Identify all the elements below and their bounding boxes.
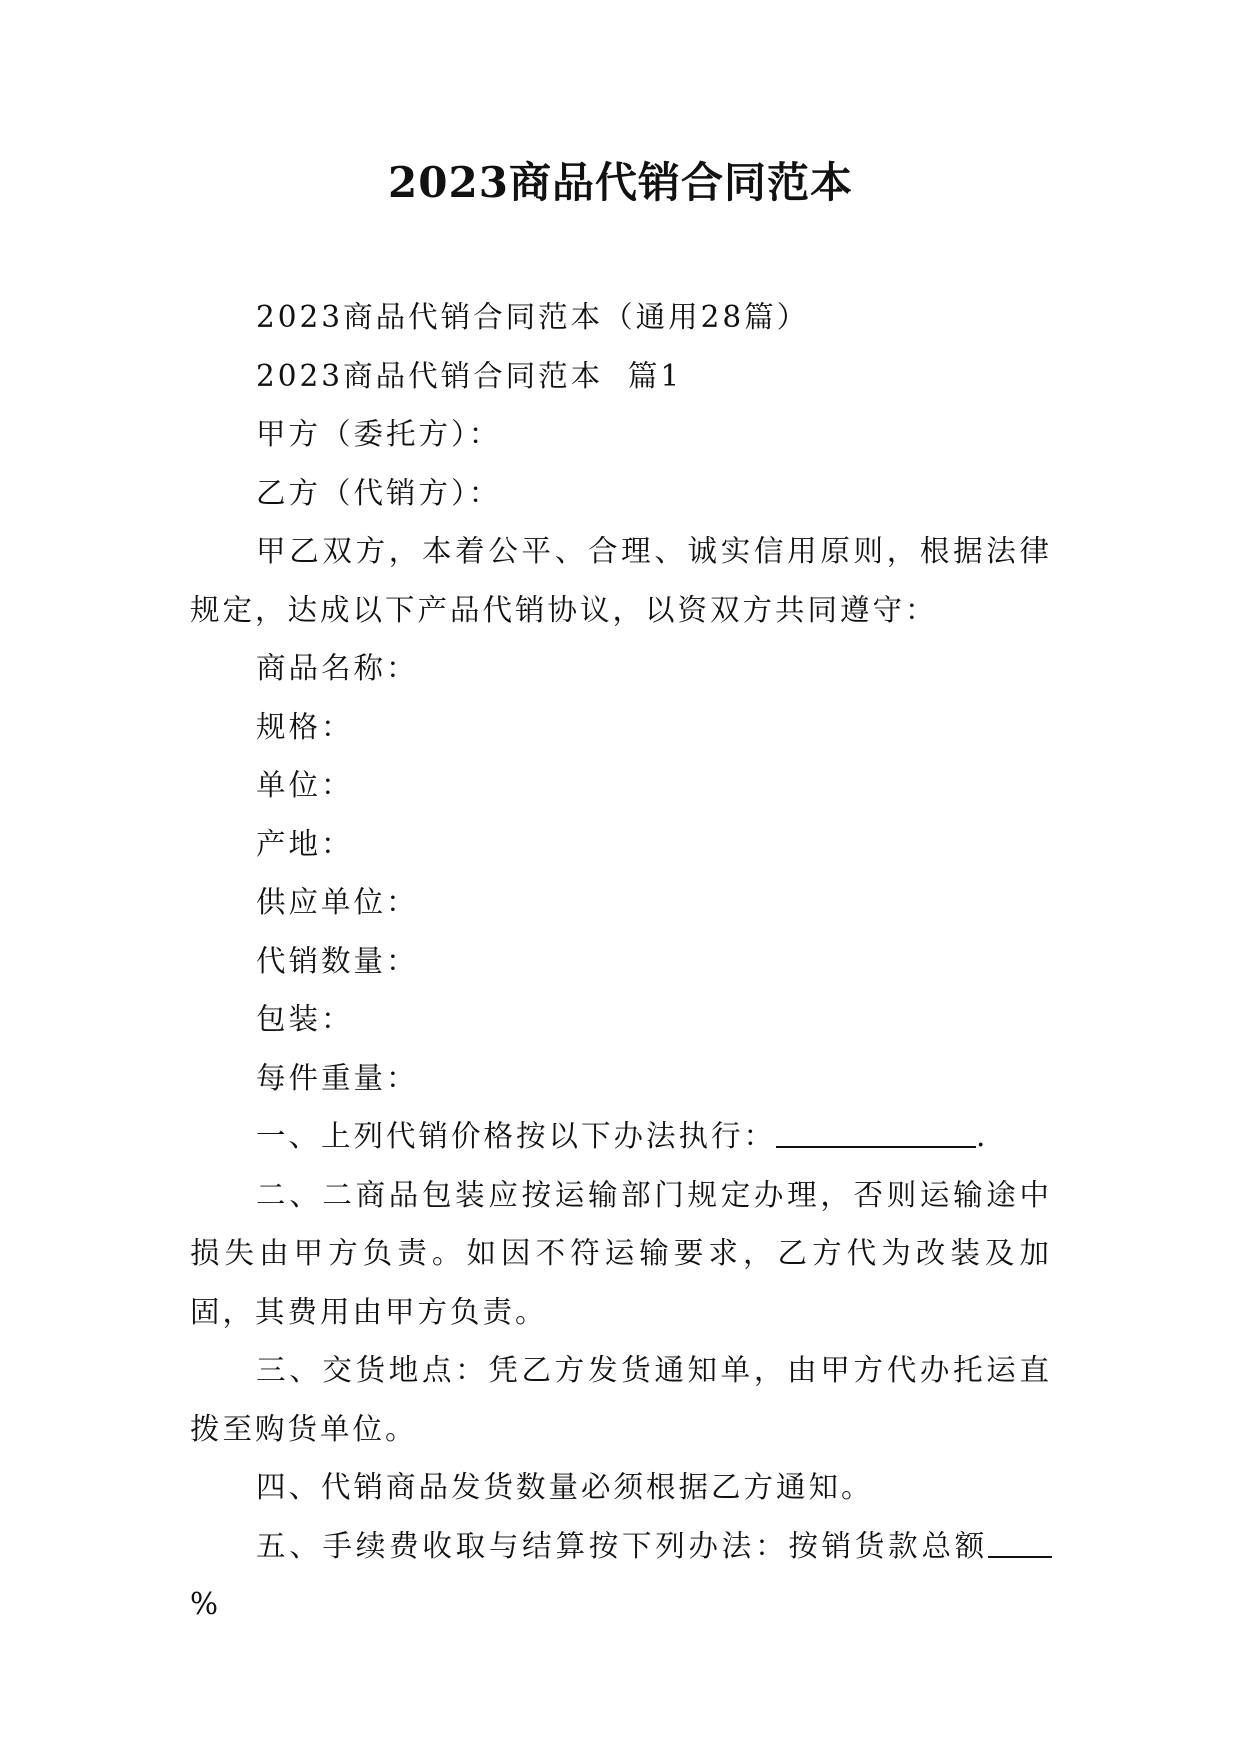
party-b-line: 乙方（代销方）：	[256, 475, 502, 510]
section-heading: 2023商品代销合同范本 篇1	[256, 358, 683, 393]
clause-4: 四、代销商品发货数量必须根据乙方通知。	[256, 1470, 874, 1504]
field-product-name: 商品名称：	[256, 651, 419, 685]
price-blank	[776, 1116, 976, 1148]
field-weight: 每件重量：	[256, 1060, 419, 1095]
page-title: 2023商品代销合同范本	[388, 158, 853, 207]
field-supplier: 供应单位：	[256, 885, 419, 919]
intro-paragraph: 甲乙双方，本着公平、合理、诚实信用原则，根据法律规定，达成以下产品代销协议，以资双方共同遵守：	[190, 534, 1052, 627]
field-unit: 单位：	[256, 768, 354, 802]
clause-1-text: 一、上列代销价格按以下办法执行：	[256, 1119, 777, 1153]
clause-3: 三、交货地点：凭乙方发货通知单，由甲方代办托运直拨至购货单位。	[190, 1353, 1052, 1446]
field-origin: 产地：	[256, 826, 354, 861]
clause-1-end: .	[976, 1119, 989, 1153]
field-quantity: 代销数量：	[256, 943, 419, 978]
clause-5	[190, 1517, 1052, 1634]
document-body	[190, 288, 1052, 1634]
field-spec: 规格：	[256, 709, 354, 744]
party-a-line: 甲方（委托方）：	[256, 417, 502, 451]
field-packaging: 包装：	[256, 1002, 354, 1036]
clause-5-text: 五、手续费收取与结算按下列办法：按销货款总额	[256, 1528, 988, 1563]
clause-5-end: %	[190, 1587, 222, 1621]
percent-blank	[988, 1526, 1052, 1558]
clause-2: 二、二商品包装应按运输部门规定办理，否则运输途中损失由甲方负责。如因不符运输要求，乙方代为改装及加固，其费用由甲方负责。	[190, 1177, 1052, 1329]
clause-1	[190, 1107, 1052, 1166]
subtitle: 2023商品代销合同范本（通用28篇）	[256, 300, 810, 334]
